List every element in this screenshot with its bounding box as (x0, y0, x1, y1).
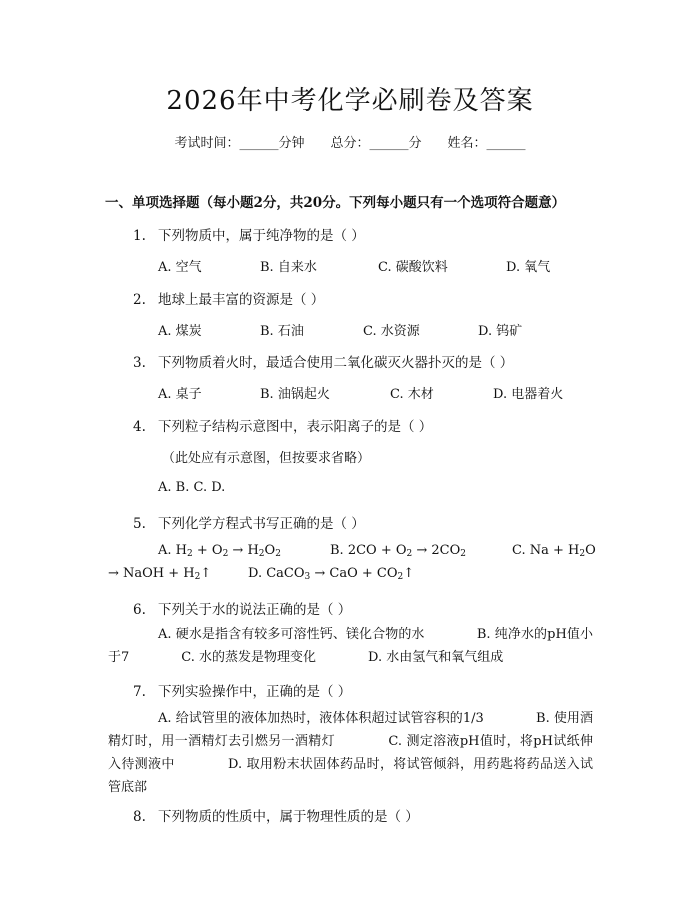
question-number: 5. (133, 516, 146, 532)
question-2 (133, 288, 324, 308)
option-a: A. $H_2 + O_2 \to H_2O_2$ (158, 543, 281, 559)
question-1 (133, 224, 365, 244)
question-6 (133, 598, 351, 618)
option-d: D. 电器着火 (493, 387, 564, 402)
exam-info-line (0, 132, 700, 151)
name-field: 姓名：______ (447, 136, 526, 151)
question-number: 7. (133, 684, 146, 700)
question-4 (133, 415, 432, 435)
question-5 (133, 512, 365, 532)
question-text: 下列关于水的说法正确的是（ ） (158, 602, 352, 618)
option-d: D. 钨矿 (478, 324, 523, 339)
question-text: 下列实验操作中，正确的是（ ） (158, 684, 352, 700)
question-number: 6. (133, 602, 146, 618)
option-b: B. 油锅起火 (260, 387, 330, 402)
option-a: A. 桌子 (158, 387, 202, 402)
question-number: 2. (133, 292, 146, 308)
total-score-field: 总分：______分 (330, 136, 422, 151)
page-title: 2026年中考化学必刷卷及答案 (166, 86, 534, 116)
option-a: A. 空气 (158, 260, 202, 275)
option-d: D. CaCO$_3$ → CaO + $CO_2↑$ (248, 566, 415, 582)
question-number: 8. (133, 809, 146, 825)
question-8 (133, 805, 419, 825)
question-text: 下列物质的性质中，属于物理性质的是（ ） (158, 809, 419, 825)
question-3 (133, 351, 513, 371)
question-number: 1. (133, 228, 146, 244)
option-c: C. 碳酸饮料 (378, 260, 448, 275)
question-text: 地球上最丰富的资源是（ ） (158, 292, 325, 308)
options-line: A. B. C. D. (158, 480, 226, 495)
option-c-end: → NaOH + $H_2↑$ (108, 566, 212, 582)
option-c: C. 水资源 (363, 324, 420, 339)
option-b: B. $2CO + O_2 \to 2CO_2$ (330, 543, 467, 559)
question-text: 下列物质中，属于纯净物的是（ ） (158, 228, 365, 244)
question-6-options: A. 硬水是指含有较多可溶性钙、镁化合物的水 B. 纯净水的pH值小于7 C. 水的蒸发是物理变化 D. 水由氢气和氧气组成 (108, 627, 593, 665)
question-text: 下列物质着火时，最适合使用二氧化碳灭火器扑灭的是（ ） (158, 355, 514, 371)
diagram-omitted-note: （此处应有示意图，但按要求省略） (162, 451, 371, 466)
option-b: B. 石油 (260, 324, 304, 339)
question-7 (133, 680, 351, 700)
question-7-options: A. 给试管里的液体加热时，液体体积超过试管容积的1/3 B. 使用酒精灯时，用一酒精灯去引燃另一酒精灯 C. 测定溶液pH值时，将pH试纸伸入待测液中 D. 取用粉末状固体药品时，将试管倾斜，用药匙将药品送入试管底部 (108, 711, 593, 795)
question-number: 4. (133, 419, 146, 435)
option-b: B. 自来水 (260, 260, 317, 275)
section-heading: 一、单项选择题（每小题2分，共20分。下列每小题只有一个选项符合题意） (105, 195, 566, 211)
option-a: A. 煤炭 (158, 324, 202, 339)
question-text: 下列化学方程式书写正确的是（ ） (158, 516, 365, 532)
option-c-start: C. $Na + H_2O$ (512, 543, 596, 559)
option-d: D. 氧气 (506, 260, 551, 275)
question-number: 3. (133, 355, 146, 371)
option-c: C. 木材 (390, 387, 434, 402)
question-text: 下列粒子结构示意图中，表示阳离子的是（ ） (158, 419, 433, 435)
exam-time-field: 考试时间：______分钟 (174, 136, 305, 151)
